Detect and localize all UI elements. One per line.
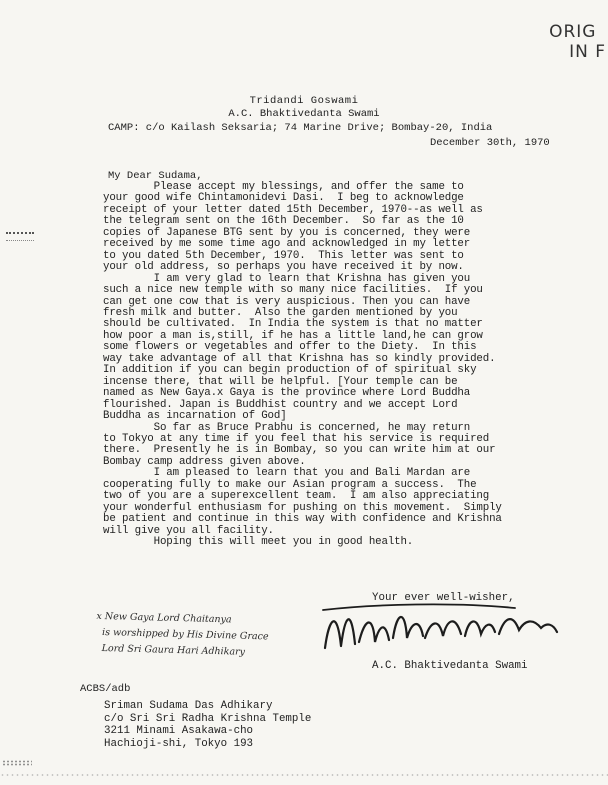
letter-date: December 30th, 1970 bbox=[430, 137, 550, 149]
stamp-line-2: IN F bbox=[569, 42, 606, 62]
letterhead-name: A.C. Bhaktivedanta Swami bbox=[228, 108, 380, 120]
letter-body: Please accept my blessings, and offer the same to your good wife Chintamonidevi Dasi. I beg to acknowledge receipt of your letter dated 15th December, 1970--as well as the telegram sent on the 16th December. So far as the 10 copies of Japanese BTG sent by you is concerned, they were received by me some time ago and acknowledged in my letter to you dated 5th December, 1970. This letter was sent to your old address, so perhaps you have received it by now. I am very glad to learn that Krishna has given you such a nice new temple with so many nice facilities. If you can get one cow that is very auspicious. Then you can have fresh milk and butter. Also the garden mentioned by you should be cultivated. In India the system is that no matter how poor a man is,still, if he has a little land,he can grow some flowers or vegetables and offer to the Diety. In this way take advantage of all that Krishna has so kindly provided. In addition if you can begin production of of spiritual sky incense there, that will be helpful. [Your temple can be named as New Gaya.x Gaya is the province where Lord Buddha flourished. Japan is Buddhist country and we accept Lord Buddha as incarnation of God] So far as Bruce Prabhu is concerned, he may return to Tokyo at any time if you feel that his service is required there. Presently he is in Bombay, so you can write him at our Bombay camp address given above. I am pleased to learn that you and Bali Mardan are cooperating fully to make our Asian program a success. The two of you are a superexcellent team. I am also appreciating your wonderful enthusiasm for pushing on this movement. Simply be patient and continue in this way with confidence and Krishna will give you all facility. Hoping this will meet you in good health. bbox=[103, 181, 502, 549]
signer-name: A.C. Bhaktivedanta Swami bbox=[372, 660, 528, 672]
margin-mark bbox=[6, 232, 34, 241]
original-stamp bbox=[549, 22, 606, 62]
handwritten-note: x New Gaya Lord Chaitanya is worshipped by His Divine Grace Lord Sri Gaura Hari Adhikary bbox=[95, 610, 269, 658]
letterhead-title: Tridandi Goswami bbox=[249, 95, 359, 107]
letterhead bbox=[0, 95, 608, 121]
camp-address: CAMP: c/o Kailash Seksaria; 74 Marine Drive; Bombay-20, India bbox=[108, 122, 493, 134]
recipient-address: Sriman Sudama Das Adhikary c/o Sri Sri Radha Krishna Temple 3211 Minami Asakawa-cho Hachioji-shi, Tokyo 193 bbox=[104, 700, 312, 750]
bottom-border bbox=[0, 773, 608, 777]
signature bbox=[315, 598, 565, 660]
edge-marks bbox=[2, 760, 32, 766]
reference-initials: ACBS/adb bbox=[80, 683, 131, 695]
closing: Your ever well-wisher, bbox=[372, 592, 515, 604]
stamp-line-1: ORIG bbox=[549, 22, 597, 42]
salutation: My Dear Sudama, bbox=[108, 170, 203, 182]
